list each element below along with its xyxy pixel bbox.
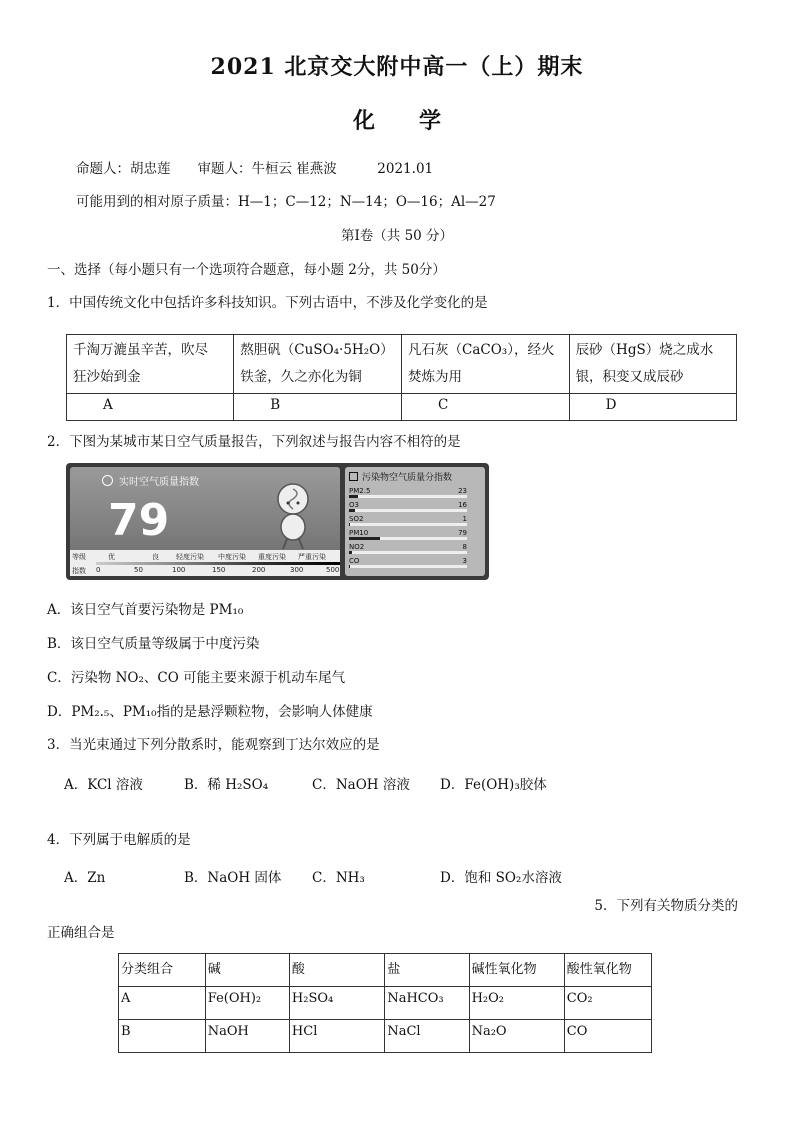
question-5-stem-part2: 正确组合是 (47, 925, 115, 941)
pollutant-value: 3 (462, 557, 467, 565)
q4-option-c: C．NH₃ (312, 870, 365, 886)
tick-500: 500 (326, 566, 340, 574)
question-5-table (118, 953, 652, 1053)
q1-label-a: A (67, 394, 234, 421)
col-header: 碱性氧化物 (469, 954, 564, 987)
question-1-table (66, 334, 737, 421)
pollutant-value: 1 (462, 515, 467, 523)
tick-100: 100 (172, 566, 186, 574)
table-cell: H₂SO₄ (289, 987, 384, 1020)
q1-cell-a: 千淘万漉虽辛苦，吹尽 狂沙始到金 (67, 335, 234, 394)
q3-option-b: B．稀 H₂SO₄ (184, 777, 269, 793)
q2-option-d: D．PM₂.₅、PM₁₀指的是悬浮颗粒物，会影响人体健康 (47, 704, 373, 720)
pollutant-value: 23 (458, 487, 467, 495)
q1-label-c: C (402, 394, 570, 421)
question-1-stem: 1．中国传统文化中包括许多科技知识。下列古语中，不涉及化学变化的是 (47, 295, 488, 311)
pollutant-row (345, 501, 485, 515)
q4-option-b: B．NaOH 固体 (184, 870, 282, 886)
tick-0: 0 (96, 566, 101, 574)
pollutant-bar-fill (349, 537, 380, 540)
pollutant-row (345, 543, 485, 557)
pollutant-bar-fill (349, 495, 358, 498)
aqi-index-panel (70, 467, 340, 576)
q4-option-a: A．Zn (64, 870, 106, 886)
pollutant-bar-track (349, 537, 467, 540)
pollutant-name: SO2 (349, 515, 364, 523)
col-header: 盐 (385, 954, 469, 987)
pollutant-panel (345, 467, 485, 576)
col-header: 碱 (205, 954, 289, 987)
pollutant-value: 16 (458, 501, 467, 509)
q3-option-c: C．NaOH 溶液 (312, 777, 410, 793)
pollutant-name: NO2 (349, 543, 365, 551)
level-3: 轻度污染 (176, 553, 204, 561)
table-cell: H₂O₂ (469, 987, 564, 1020)
aqi-report-image (66, 463, 489, 580)
question-5-stem-part1: 5．下列有关物质分类的 (594, 898, 738, 914)
aqi-clock-icon (102, 475, 113, 486)
pollutant-bar-fill (349, 509, 355, 512)
col-header: 酸性氧化物 (564, 954, 651, 987)
question-3-stem: 3．当光束通过下列分散系时，能观察到丁达尔效应的是 (47, 737, 380, 753)
question-4-stem: 4．下列属于电解质的是 (47, 832, 191, 848)
question-2-stem: 2．下图为某城市某日空气质量报告，下列叙述与报告内容不相符的是 (47, 434, 461, 450)
q2-option-b: B．该日空气质量等级属于中度污染 (47, 636, 260, 652)
pollutant-bar-track (349, 523, 467, 526)
section-heading: 一、选择（每小题只有一个选项符合题意，每小题 2分，共 50分） (47, 262, 446, 278)
pollutant-bar-track (349, 509, 467, 512)
atomic-mass-line: 可能用到的相对原子质量：H—1；C—12；N—14；O—16；Al—27 (76, 194, 496, 210)
tick-300: 300 (290, 566, 304, 574)
q1-cell-d: 辰砂（HgS）烧之成水 银，积变又成辰砂 (569, 335, 736, 394)
pollutant-bar-track (349, 495, 467, 498)
pollutant-row (345, 529, 485, 543)
level-4: 中度污染 (218, 553, 246, 561)
table-cell: NaOH (205, 1020, 289, 1053)
table-row (119, 1020, 652, 1053)
page-title: 2021 北京交大附中高一（上）期末 (210, 54, 584, 80)
index-label: 指数 (72, 567, 86, 575)
table-cell: CO₂ (564, 987, 651, 1020)
q1-cell-c: 凡石灰（CaCO₃），经火 焚炼为用 (402, 335, 570, 394)
list-icon (349, 472, 358, 481)
pollutant-row (345, 557, 485, 571)
pollutant-bar-track (349, 551, 467, 554)
table-cell: Na₂O (469, 1020, 564, 1053)
volume-heading: 第Ⅰ卷（共 50 分） (340, 228, 454, 244)
col-header: 酸 (289, 954, 384, 987)
level-1: 优 (108, 553, 115, 561)
level-6: 严重污染 (298, 553, 326, 561)
table-cell: NaHCO₃ (385, 987, 469, 1020)
q1-cell-b: 熬胆矾（CuSO₄·5H₂O） 铁釜，久之亦化为铜 (234, 335, 402, 394)
q3-option-a: A．KCl 溶液 (64, 777, 143, 793)
table-cell: B (119, 1020, 206, 1053)
table-cell: NaCl (385, 1020, 469, 1053)
aqi-title: 实时空气质量指数 (119, 477, 199, 488)
pollutant-value: 79 (458, 529, 467, 537)
table-cell: A (119, 987, 206, 1020)
subject-char: 学 (419, 108, 442, 134)
pollutant-bar-track (349, 565, 467, 568)
table-cell: HCl (289, 1020, 384, 1053)
pollutant-bar-fill (349, 551, 352, 554)
levels-label: 等级 (72, 553, 86, 561)
q1-label-d: D (569, 394, 736, 421)
level-2: 良 (152, 553, 159, 561)
q2-option-a: A．该日空气首要污染物是 PM₁₀ (47, 602, 244, 618)
q2-option-c: C．污染物 NO₂、CO 可能主要来源于机动车尾气 (47, 670, 346, 686)
pollutant-name: CO (349, 557, 360, 565)
pollutant-name: PM2.5 (349, 487, 371, 495)
table-header-row (119, 954, 652, 987)
mascot-icon (270, 481, 316, 551)
tick-200: 200 (252, 566, 266, 574)
pollutant-row (345, 487, 485, 501)
pollutant-name: O3 (349, 501, 359, 509)
tick-150: 150 (212, 566, 226, 574)
pollutant-row (345, 515, 485, 529)
pollutant-value: 8 (462, 543, 467, 551)
table-row (119, 987, 652, 1020)
q4-option-d: D．饱和 SO₂水溶液 (440, 870, 562, 886)
subject-title (0, 104, 794, 135)
pollutant-panel-title: 污染物空气质量分指数 (362, 473, 453, 483)
q3-option-d: D．Fe(OH)₃胶体 (440, 777, 547, 793)
authors-line: 命题人：胡忠莲 审题人：牛桓云 崔燕波 2021.01 (76, 161, 434, 177)
table-cell: CO (564, 1020, 651, 1053)
col-header: 分类组合 (119, 954, 206, 987)
pollutant-name: PM10 (349, 529, 369, 537)
subject-char: 化 (352, 108, 375, 134)
q1-label-b: B (234, 394, 402, 421)
aqi-value: 79 (108, 495, 170, 546)
tick-50: 50 (134, 566, 143, 574)
pollutant-bar-fill (349, 565, 350, 568)
table-cell: Fe(OH)₂ (205, 987, 289, 1020)
level-scale-bar (96, 562, 340, 565)
level-5: 重度污染 (258, 553, 286, 561)
